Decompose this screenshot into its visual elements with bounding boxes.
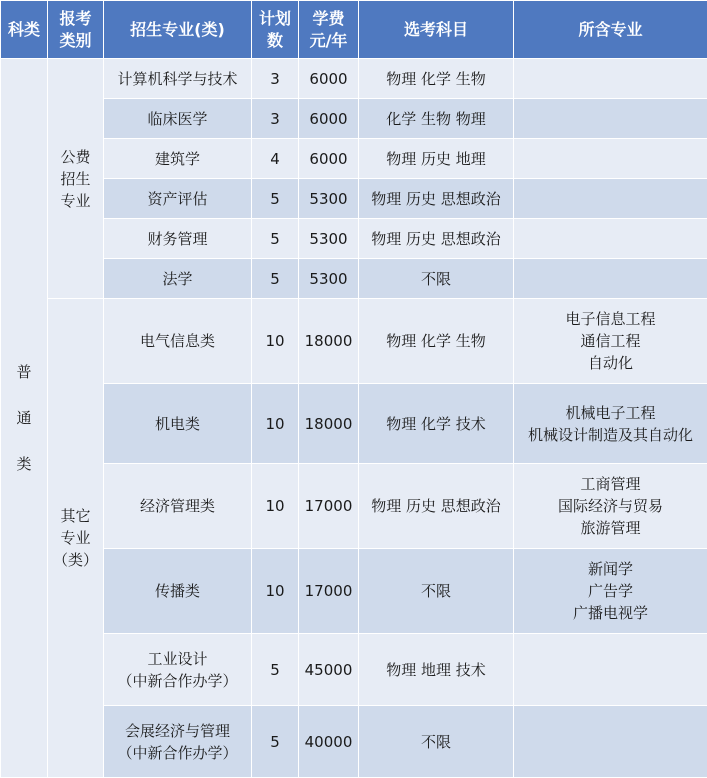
- fee-cell: 5300: [299, 219, 359, 259]
- includes-cell: 机械电子工程 机械设计制造及其自动化: [514, 384, 707, 464]
- subjects-cell: 物理 化学 生物: [359, 59, 514, 99]
- fee-cell: 17000: [299, 464, 359, 549]
- header-major: 招生专业(类): [104, 1, 252, 59]
- group-other-cell: 其它 专业 （类）: [48, 299, 104, 778]
- includes-cell: [514, 99, 707, 139]
- header-category: 科类: [1, 1, 48, 59]
- fee-cell: 17000: [299, 549, 359, 634]
- table-row: [1, 464, 707, 549]
- subjects-cell: 物理 历史 地理: [359, 139, 514, 179]
- plan-cell: 3: [252, 99, 299, 139]
- major-cell: 会展经济与管理 （中新合作办学）: [104, 706, 252, 778]
- subjects-cell: 不限: [359, 549, 514, 634]
- fee-cell: 6000: [299, 99, 359, 139]
- plan-cell: 4: [252, 139, 299, 179]
- fee-cell: 40000: [299, 706, 359, 778]
- major-cell: 资产评估: [104, 179, 252, 219]
- table-row: [1, 59, 707, 99]
- major-cell: 机电类: [104, 384, 252, 464]
- subjects-cell: 物理 历史 思想政治: [359, 219, 514, 259]
- includes-cell: [514, 219, 707, 259]
- subjects-cell: 物理 历史 思想政治: [359, 179, 514, 219]
- plan-cell: 10: [252, 384, 299, 464]
- subjects-cell: 物理 地理 技术: [359, 634, 514, 706]
- table-row: [1, 259, 707, 299]
- fee-cell: 18000: [299, 299, 359, 384]
- table-row: [1, 706, 707, 778]
- fee-cell: 6000: [299, 139, 359, 179]
- header-plan: 计划 数: [252, 1, 299, 59]
- plan-cell: 5: [252, 259, 299, 299]
- fee-cell: 45000: [299, 634, 359, 706]
- table-row: [1, 179, 707, 219]
- header-includes: 所含专业: [514, 1, 707, 59]
- major-cell: 临床医学: [104, 99, 252, 139]
- major-cell: 传播类: [104, 549, 252, 634]
- includes-cell: 电子信息工程 通信工程 自动化: [514, 299, 707, 384]
- plan-cell: 5: [252, 179, 299, 219]
- fee-cell: 5300: [299, 179, 359, 219]
- header-subjects: 选考科目: [359, 1, 514, 59]
- plan-cell: 3: [252, 59, 299, 99]
- subjects-cell: 物理 历史 思想政治: [359, 464, 514, 549]
- table-row: [1, 139, 707, 179]
- includes-cell: [514, 634, 707, 706]
- subjects-cell: 化学 生物 物理: [359, 99, 514, 139]
- table-row: [1, 299, 707, 384]
- table-row: [1, 634, 707, 706]
- header-apply-type: 报考 类别: [48, 1, 104, 59]
- subjects-cell: 物理 化学 技术: [359, 384, 514, 464]
- major-cell: 计算机科学与技术: [104, 59, 252, 99]
- fee-cell: 6000: [299, 59, 359, 99]
- subjects-cell: 不限: [359, 259, 514, 299]
- fee-cell: 18000: [299, 384, 359, 464]
- subjects-cell: 不限: [359, 706, 514, 778]
- fee-cell: 5300: [299, 259, 359, 299]
- includes-cell: [514, 259, 707, 299]
- plan-cell: 10: [252, 299, 299, 384]
- major-cell: 电气信息类: [104, 299, 252, 384]
- table-row: [1, 219, 707, 259]
- subjects-cell: 物理 化学 生物: [359, 299, 514, 384]
- includes-cell: [514, 179, 707, 219]
- category-cell: 普 通 类: [1, 59, 48, 778]
- major-cell: 法学: [104, 259, 252, 299]
- header-row: [1, 1, 707, 59]
- group-public-cell: 公费 招生 专业: [48, 59, 104, 299]
- table-row: [1, 549, 707, 634]
- major-cell: 经济管理类: [104, 464, 252, 549]
- plan-cell: 5: [252, 634, 299, 706]
- major-cell: 工业设计 （中新合作办学）: [104, 634, 252, 706]
- plan-cell: 5: [252, 219, 299, 259]
- includes-cell: [514, 706, 707, 778]
- plan-cell: 10: [252, 464, 299, 549]
- includes-cell: 新闻学 广告学 广播电视学: [514, 549, 707, 634]
- includes-cell: 工商管理 国际经济与贸易 旅游管理: [514, 464, 707, 549]
- plan-cell: 5: [252, 706, 299, 778]
- major-cell: 建筑学: [104, 139, 252, 179]
- includes-cell: [514, 139, 707, 179]
- header-fee: 学费 元/年: [299, 1, 359, 59]
- plan-cell: 10: [252, 549, 299, 634]
- table-row: [1, 99, 707, 139]
- major-cell: 财务管理: [104, 219, 252, 259]
- includes-cell: [514, 59, 707, 99]
- table-row: [1, 384, 707, 464]
